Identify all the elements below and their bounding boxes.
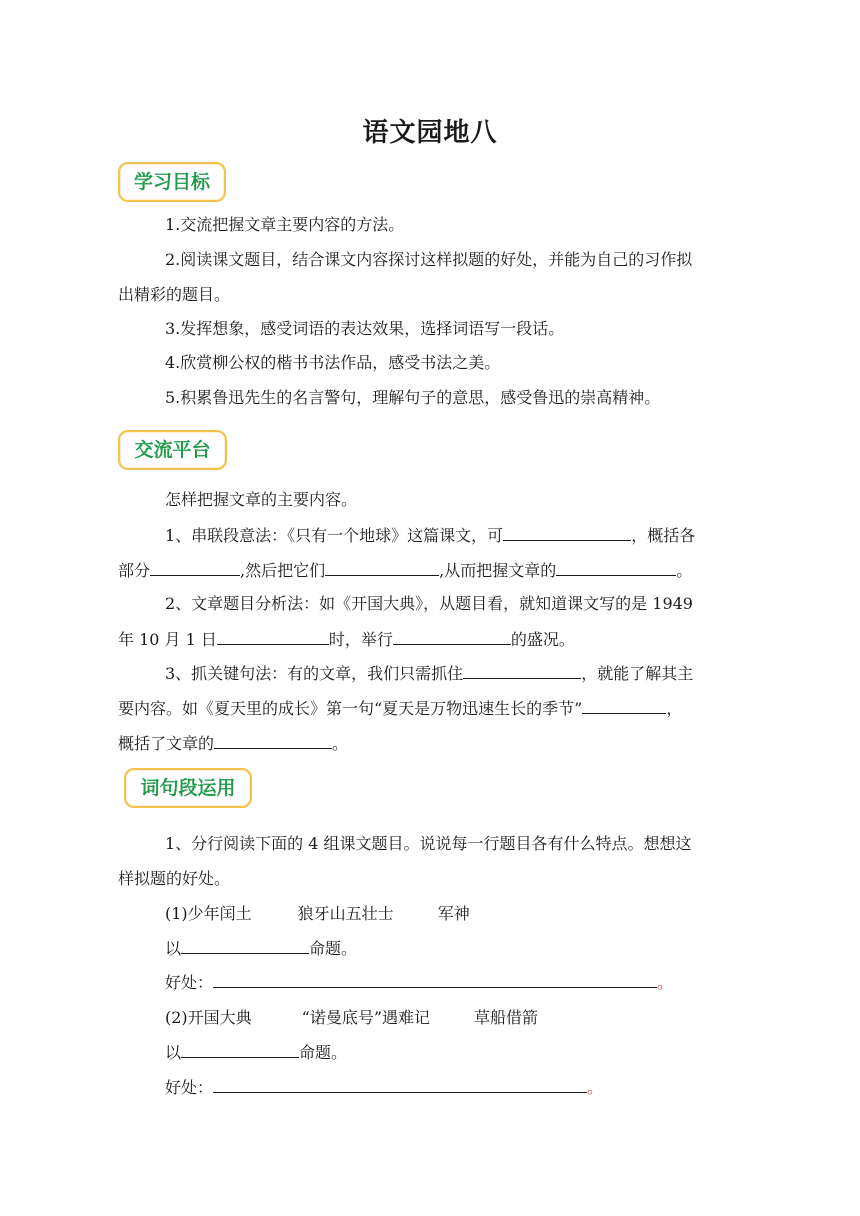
text: 以 — [165, 939, 182, 958]
title-item: 狼牙山五壮士 — [297, 904, 394, 923]
fill-blank[interactable] — [181, 1041, 299, 1058]
exchange-p3-line3 — [118, 732, 348, 755]
answer-line[interactable] — [213, 1076, 587, 1093]
fill-blank[interactable] — [214, 732, 332, 749]
page-title: 语文园地八 — [362, 118, 498, 148]
fill-blank[interactable] — [582, 697, 666, 714]
text: 部分 — [118, 561, 151, 580]
fill-blank[interactable] — [463, 662, 581, 679]
text: 以 — [165, 1043, 182, 1062]
text: ， — [666, 699, 683, 718]
title-item: 草船借箭 — [474, 1008, 539, 1027]
exchange-intro: 怎样把握文章的主要内容。 — [165, 490, 358, 509]
text: 3、抓关键句法：有的文章，我们只需抓住 — [165, 664, 464, 683]
section-badge-goals: 学习目标 — [118, 162, 226, 202]
text: ，概括各 — [631, 526, 696, 545]
section-badge-exchange: 交流平台 — [118, 430, 227, 470]
title-item: (2)开国大典 — [165, 1008, 252, 1027]
exchange-p3-line2 — [118, 697, 682, 720]
fill-blank[interactable] — [503, 524, 631, 541]
group2-titles — [165, 1007, 538, 1029]
goal-item-4: 4.欣赏柳公权的楷书书法作品，感受书法之美。 — [165, 353, 501, 372]
goal-item-2: 2.阅读课文题目，结合课文内容探讨这样拟题的好处，并能为自己的习作拟 — [165, 250, 693, 269]
group2-naming — [165, 1041, 347, 1064]
exchange-p1-line2 — [118, 559, 692, 582]
goal-item-1: 1.交流把握文章主要内容的方法。 — [165, 215, 405, 234]
text: 概括了文章的 — [118, 734, 215, 753]
exchange-p2-line1: 2、文章题目分析法：如《开国大典》，从题目看，就知道课文写的是 1949 — [165, 594, 693, 613]
text: 时，举行 — [328, 630, 393, 649]
group1-naming — [165, 937, 357, 960]
fill-blank[interactable] — [217, 628, 329, 645]
title-item: (1)少年闰土 — [165, 904, 252, 923]
section-badge-usage: 词句段运用 — [124, 768, 252, 808]
text: 好处： — [165, 973, 214, 992]
exchange-p3-line1 — [165, 662, 693, 685]
text: 的盛况。 — [510, 630, 575, 649]
goal-item-2-cont: 出精彩的题目。 — [118, 285, 231, 304]
group1-benefit — [165, 971, 673, 994]
text: 命题。 — [299, 1043, 348, 1062]
text: 年 10 月 1 日 — [118, 630, 217, 649]
text: ,然后把它们 — [240, 561, 326, 580]
exchange-p2-line2 — [118, 628, 575, 651]
text: ,从而把握文章的 — [439, 561, 557, 580]
text: 1、串联段意法：《只有一个地球》这篇课文，可 — [165, 526, 504, 545]
text: 。 — [332, 734, 349, 753]
usage-q1-line2: 样拟题的好处。 — [118, 869, 231, 888]
group2-benefit — [165, 1076, 603, 1099]
red-period: 。 — [657, 973, 674, 992]
fill-blank[interactable] — [181, 937, 309, 954]
text: 命题。 — [309, 939, 358, 958]
title-item: 军神 — [437, 904, 470, 923]
text: ，就能了解其主 — [581, 664, 694, 683]
goal-item-5: 5.积累鲁迅先生的名言警句，理解句子的意思，感受鲁迅的崇高精神。 — [165, 388, 661, 407]
exchange-p1-line1 — [165, 524, 695, 547]
fill-blank[interactable] — [325, 559, 439, 576]
fill-blank[interactable] — [150, 559, 240, 576]
text: 好处： — [165, 1078, 214, 1097]
group1-titles — [165, 903, 470, 925]
fill-blank[interactable] — [393, 628, 511, 645]
fill-blank[interactable] — [556, 559, 676, 576]
text: 要内容。如《夏天里的成长》第一句“夏天是万物迅速生长的季节” — [118, 699, 583, 718]
goal-item-3: 3.发挥想象，感受词语的表达效果，选择词语写一段话。 — [165, 319, 565, 338]
text: 。 — [676, 561, 693, 580]
answer-line[interactable] — [213, 971, 657, 988]
usage-q1-line1: 1、分行阅读下面的 4 组课文题目。说说每一行题目各有什么特点。想想这 — [165, 834, 692, 853]
title-item: “诺曼底号”遇难记 — [301, 1008, 431, 1027]
red-period: 。 — [587, 1078, 604, 1097]
